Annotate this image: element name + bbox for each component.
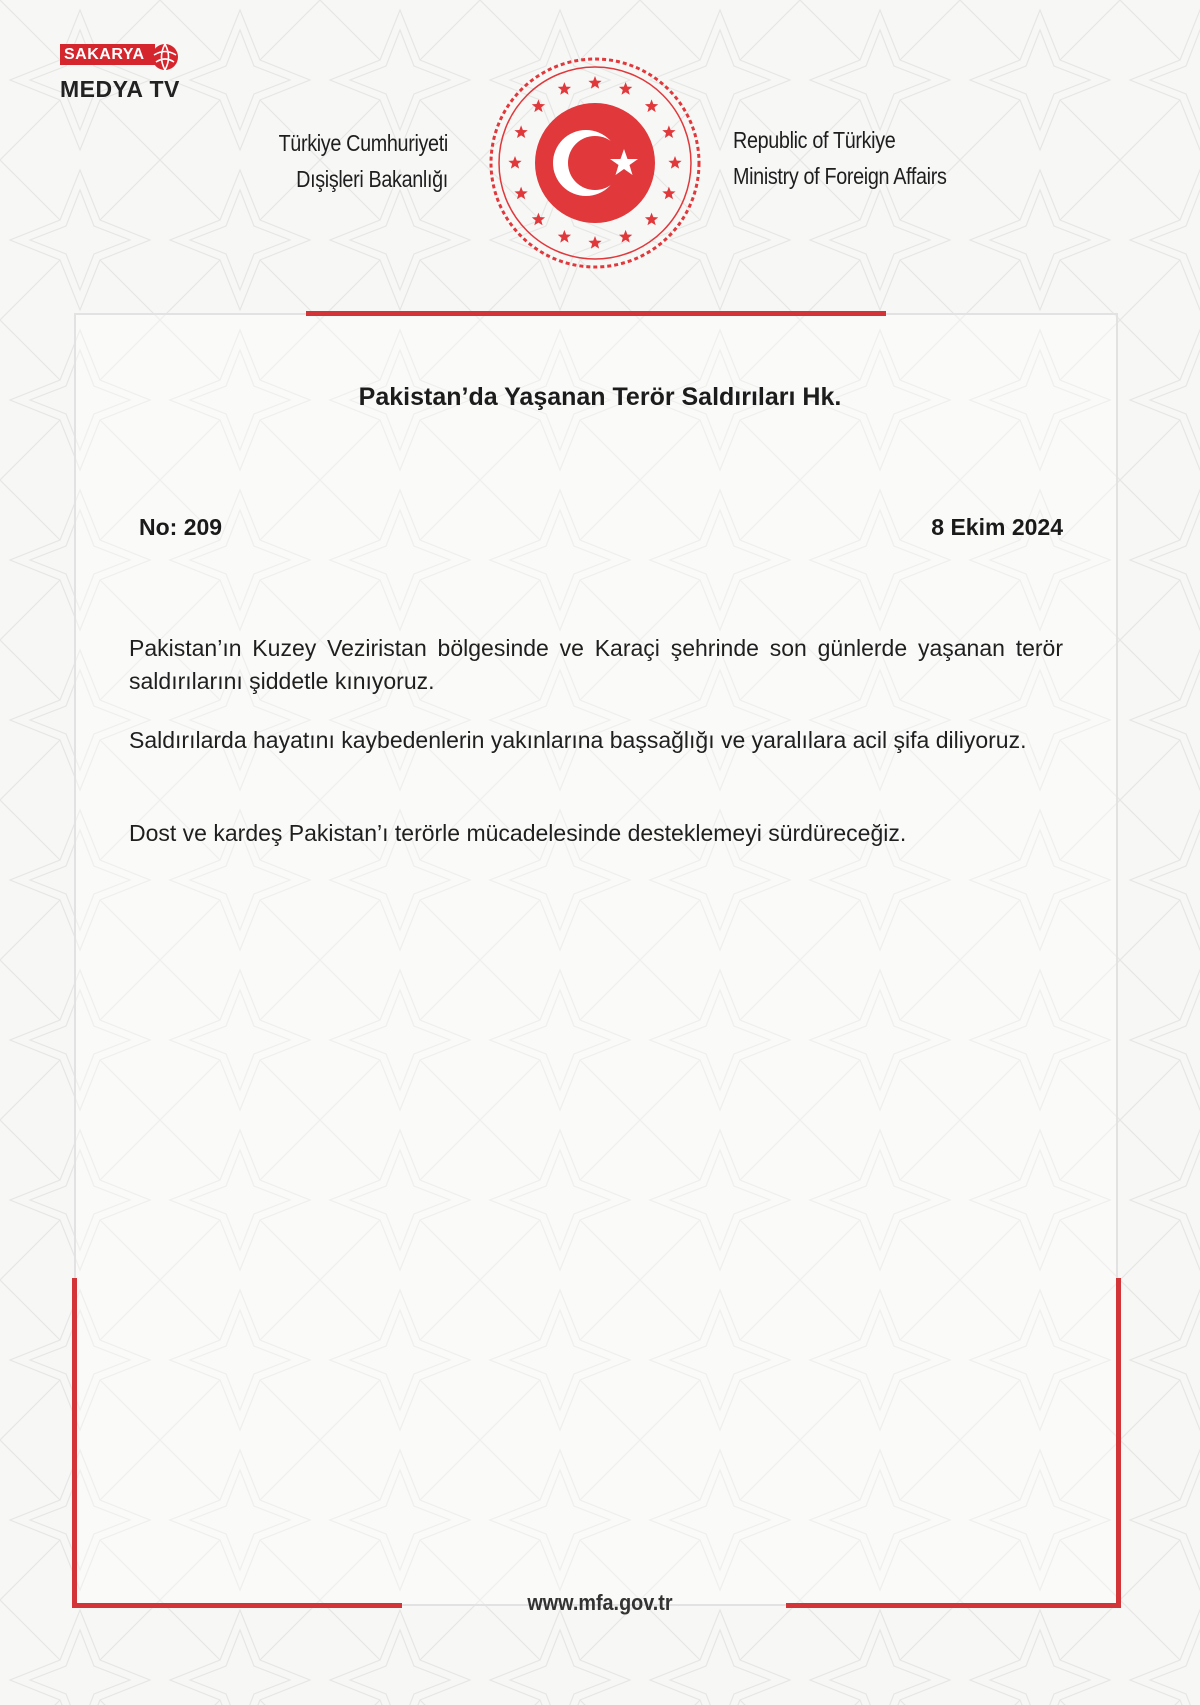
emblem-star-icon — [662, 125, 675, 138]
emblem-star-icon — [532, 213, 545, 226]
paragraph-3: Dost ve kardeş Pakistan’ı terörle mücadelesinde desteklemeyi sürdüreceğiz. — [129, 820, 907, 846]
footer-url: www.mfa.gov.tr — [527, 1590, 673, 1615]
emblem-star-icon — [508, 156, 521, 169]
emblem-star-icon — [668, 156, 681, 169]
emblem-star-icon — [588, 236, 601, 249]
watermark-logo — [58, 42, 188, 104]
crescent-star-emblem-icon — [487, 55, 703, 271]
document-date: 8 Ekim 2024 — [931, 514, 1063, 540]
header-english-name — [733, 122, 947, 194]
emblem-star-icon — [645, 213, 658, 226]
right-accent-bar — [1116, 1278, 1121, 1608]
emblem-star-icon — [588, 76, 601, 89]
emblem-star-icon — [558, 82, 571, 95]
left-accent-bar — [72, 1278, 77, 1608]
document-frame — [74, 313, 1118, 1606]
watermark-line1: SAKARYA — [60, 44, 155, 65]
header-turkish-name — [279, 125, 448, 197]
emblem-star-icon — [532, 99, 545, 112]
watermark-line2: MEDYA TV — [60, 76, 180, 102]
paragraph-1: Pakistan’ın Kuzey Veziristan bölgesinde ve Karaçi şehrinde son günlerde yaşanan terör saldırılarını şiddetle kınıyoruz. — [129, 635, 1063, 694]
header-right-line2: Ministry of Foreign Affairs — [733, 163, 947, 189]
globe-icon — [150, 42, 180, 72]
emblem-star-icon — [662, 187, 675, 200]
emblem-star-icon — [645, 99, 658, 112]
header-left-line2: Dışişleri Bakanlığı — [296, 166, 448, 192]
top-accent-bar — [306, 311, 886, 316]
paragraph-2: Saldırılarda hayatını kaybedenlerin yakınlarına başsağlığı ve yaralılara acil şifa diliyoruz. — [129, 727, 1027, 753]
header-left-line1: Türkiye Cumhuriyeti — [278, 130, 448, 156]
header-right-line1: Republic of Türkiye — [733, 127, 896, 153]
emblem-star-icon — [558, 230, 571, 243]
emblem-star-icon — [619, 82, 632, 95]
emblem-star-icon — [619, 230, 632, 243]
emblem-star-icon — [514, 187, 527, 200]
document-number: No: 209 — [139, 514, 223, 540]
document-title: Pakistan’da Yaşanan Terör Saldırıları Hk. — [358, 383, 842, 411]
emblem-star-icon — [514, 125, 527, 138]
